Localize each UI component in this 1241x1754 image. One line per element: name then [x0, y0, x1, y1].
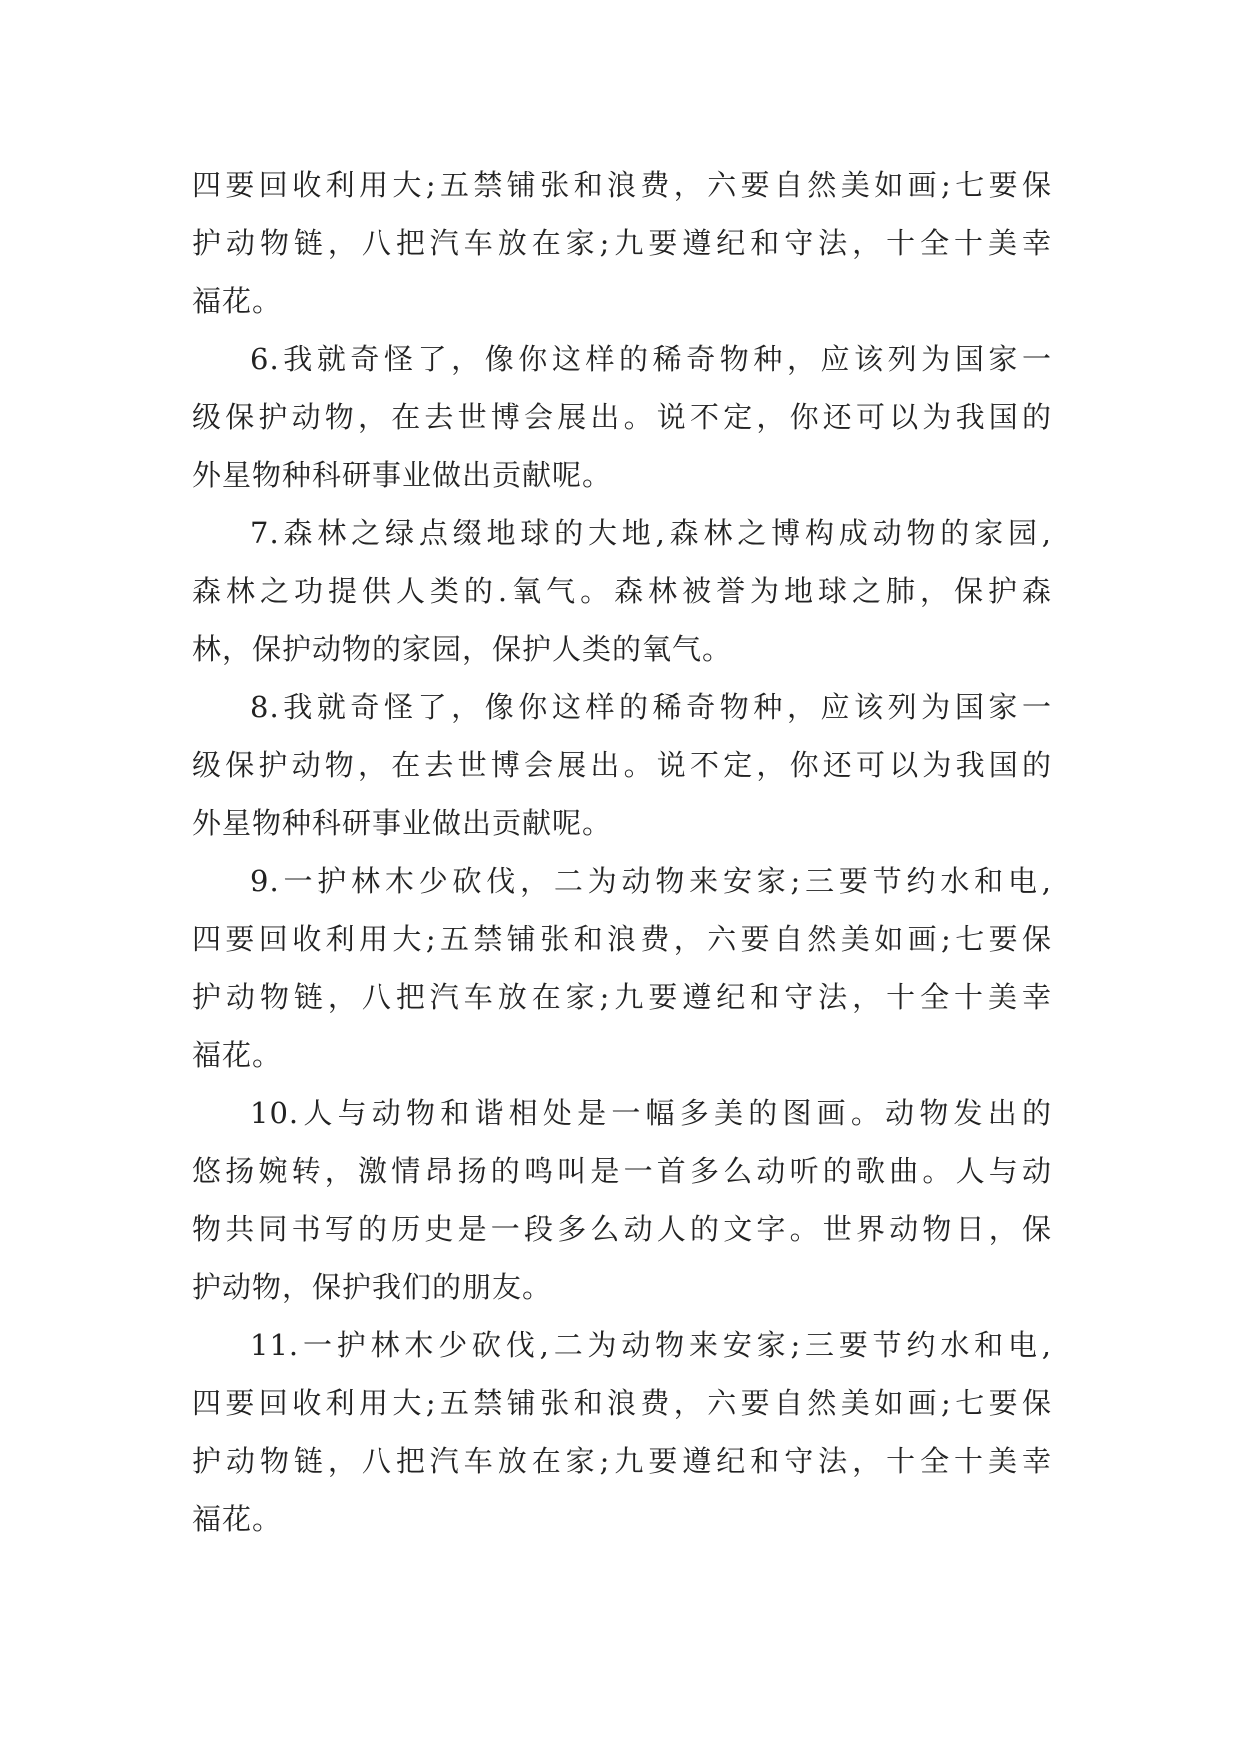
paragraph-11: [192, 1316, 1052, 1548]
paragraph-6: [192, 330, 1052, 504]
paragraph-8: [192, 678, 1052, 852]
text-line: 外星物种科研事业做出贡献呢。: [192, 458, 613, 492]
text-line: 7.森林之绿点缀地球的大地,森林之博构成动物的家园,: [250, 516, 1052, 550]
paragraph-9: [192, 852, 1052, 1084]
text-line: 6.我就奇怪了，像你这样的稀奇物种，应该列为国家一: [250, 342, 1052, 376]
text-line: 悠扬婉转，激情昂扬的鸣叫是一首多么动听的歌曲。人与动: [192, 1154, 1052, 1188]
paragraph-10: [192, 1084, 1052, 1316]
text-line: 8.我就奇怪了，像你这样的稀奇物种，应该列为国家一: [250, 690, 1052, 724]
text-line: 护动物链，八把汽车放在家;九要遵纪和守法，十全十美幸: [192, 226, 1052, 260]
text-line: 物共同书写的历史是一段多么动人的文字。世界动物日，保: [192, 1212, 1052, 1246]
text-line: 福花。: [192, 284, 283, 318]
text-line: 福花。: [192, 1038, 283, 1072]
text-line: 级保护动物，在去世博会展出。说不定，你还可以为我国的: [192, 400, 1052, 434]
text-line: 四要回收利用大;五禁铺张和浪费，六要自然美如画;七要保: [192, 922, 1052, 956]
text-line: 四要回收利用大;五禁铺张和浪费，六要自然美如画;七要保: [192, 1386, 1052, 1420]
text-line: 级保护动物，在去世博会展出。说不定，你还可以为我国的: [192, 748, 1052, 782]
text-line: 护动物链，八把汽车放在家;九要遵纪和守法，十全十美幸: [192, 1444, 1052, 1478]
text-line: 护动物，保护我们的朋友。: [192, 1270, 553, 1304]
text-line: 外星物种科研事业做出贡献呢。: [192, 806, 613, 840]
paragraph-7: [192, 504, 1052, 678]
text-line: 四要回收利用大;五禁铺张和浪费，六要自然美如画;七要保: [192, 168, 1052, 202]
text-line: 森林之功提供人类的.氧气。森林被誉为地球之肺，保护森: [192, 574, 1052, 608]
paragraph-continued: [192, 156, 1052, 330]
text-line: 林，保护动物的家园，保护人类的氧气。: [192, 632, 733, 666]
document-body: [192, 156, 1052, 1548]
text-line: 10.人与动物和谐相处是一幅多美的图画。动物发出的: [250, 1096, 1052, 1130]
text-line: 9.一护林木少砍伐，二为动物来安家;三要节约水和电,: [250, 864, 1052, 898]
text-line: 福花。: [192, 1502, 283, 1536]
text-line: 护动物链，八把汽车放在家;九要遵纪和守法，十全十美幸: [192, 980, 1052, 1014]
text-line: 11.一护林木少砍伐,二为动物来安家;三要节约水和电,: [250, 1328, 1052, 1362]
